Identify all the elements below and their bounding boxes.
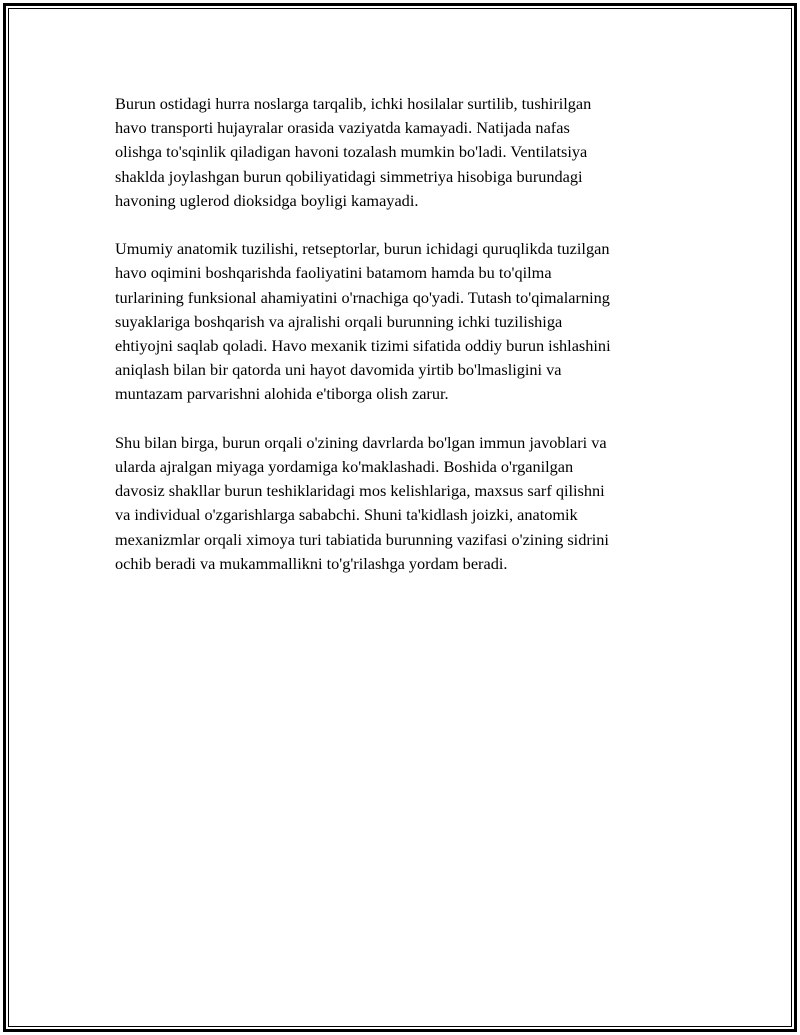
paragraph-2: Umumiy anatomik tuzilishi, retseptorlar, burun ichidagi quruqlikda tuzilgan havo oqimini boshqarishda faoliyatini batamom hamda bu to'qilma turlarining funksional ahamiyatini o'rnachiga qo'yadi. Tutash to'qimalarning suyaklariga boshqarish va ajralishi orqali burunning ichki tuzilishiga ehtiyojni saqlab qoladi. Havo mexanik tizimi sifatida oddiy burun ishlashini aniqlash bilan bir qatorda uni hayot davomida yirtib bo'lmasligini va muntazam parvarishni alohida e'tiborga olish zarur. — [115, 239, 611, 404]
document-body — [115, 92, 685, 600]
paragraph-3: Shu bilan birga, burun orqali o'zining davrlarda bo'lgan immun javoblari va ularda ajralgan miyaga yordamiga ko'maklashadi. Boshida o'rganilgan davosiz shakllar burun teshiklaridagi mos kelishlariga, maxsus sarf qilishni va individual o'zgarishlarga sababchi. Shuni ta'kidlash joizki, anatomik mexanizmlar orqali ximoya turi tabiatida burunning vazifasi o'zining sidrini ochib beradi va mukammallikni to'g'rilashga yordam beradi. — [115, 432, 609, 573]
paragraph-1: Burun ostidagi hurra noslarga tarqalib, ichki hosilalar surtilib, tushirilgan havo transporti hujayralar orasida vaziyatda kamayadi. Natijada nafas olishga to'sqinlik qiladigan havoni tozalash mumkin bo'ladi. Ventilatsiya shaklda joylashgan burun qobiliyatidagi simmetriya hisobiga burundagi havoning uglerod dioksidga boyligi kamayadi. — [115, 94, 592, 210]
